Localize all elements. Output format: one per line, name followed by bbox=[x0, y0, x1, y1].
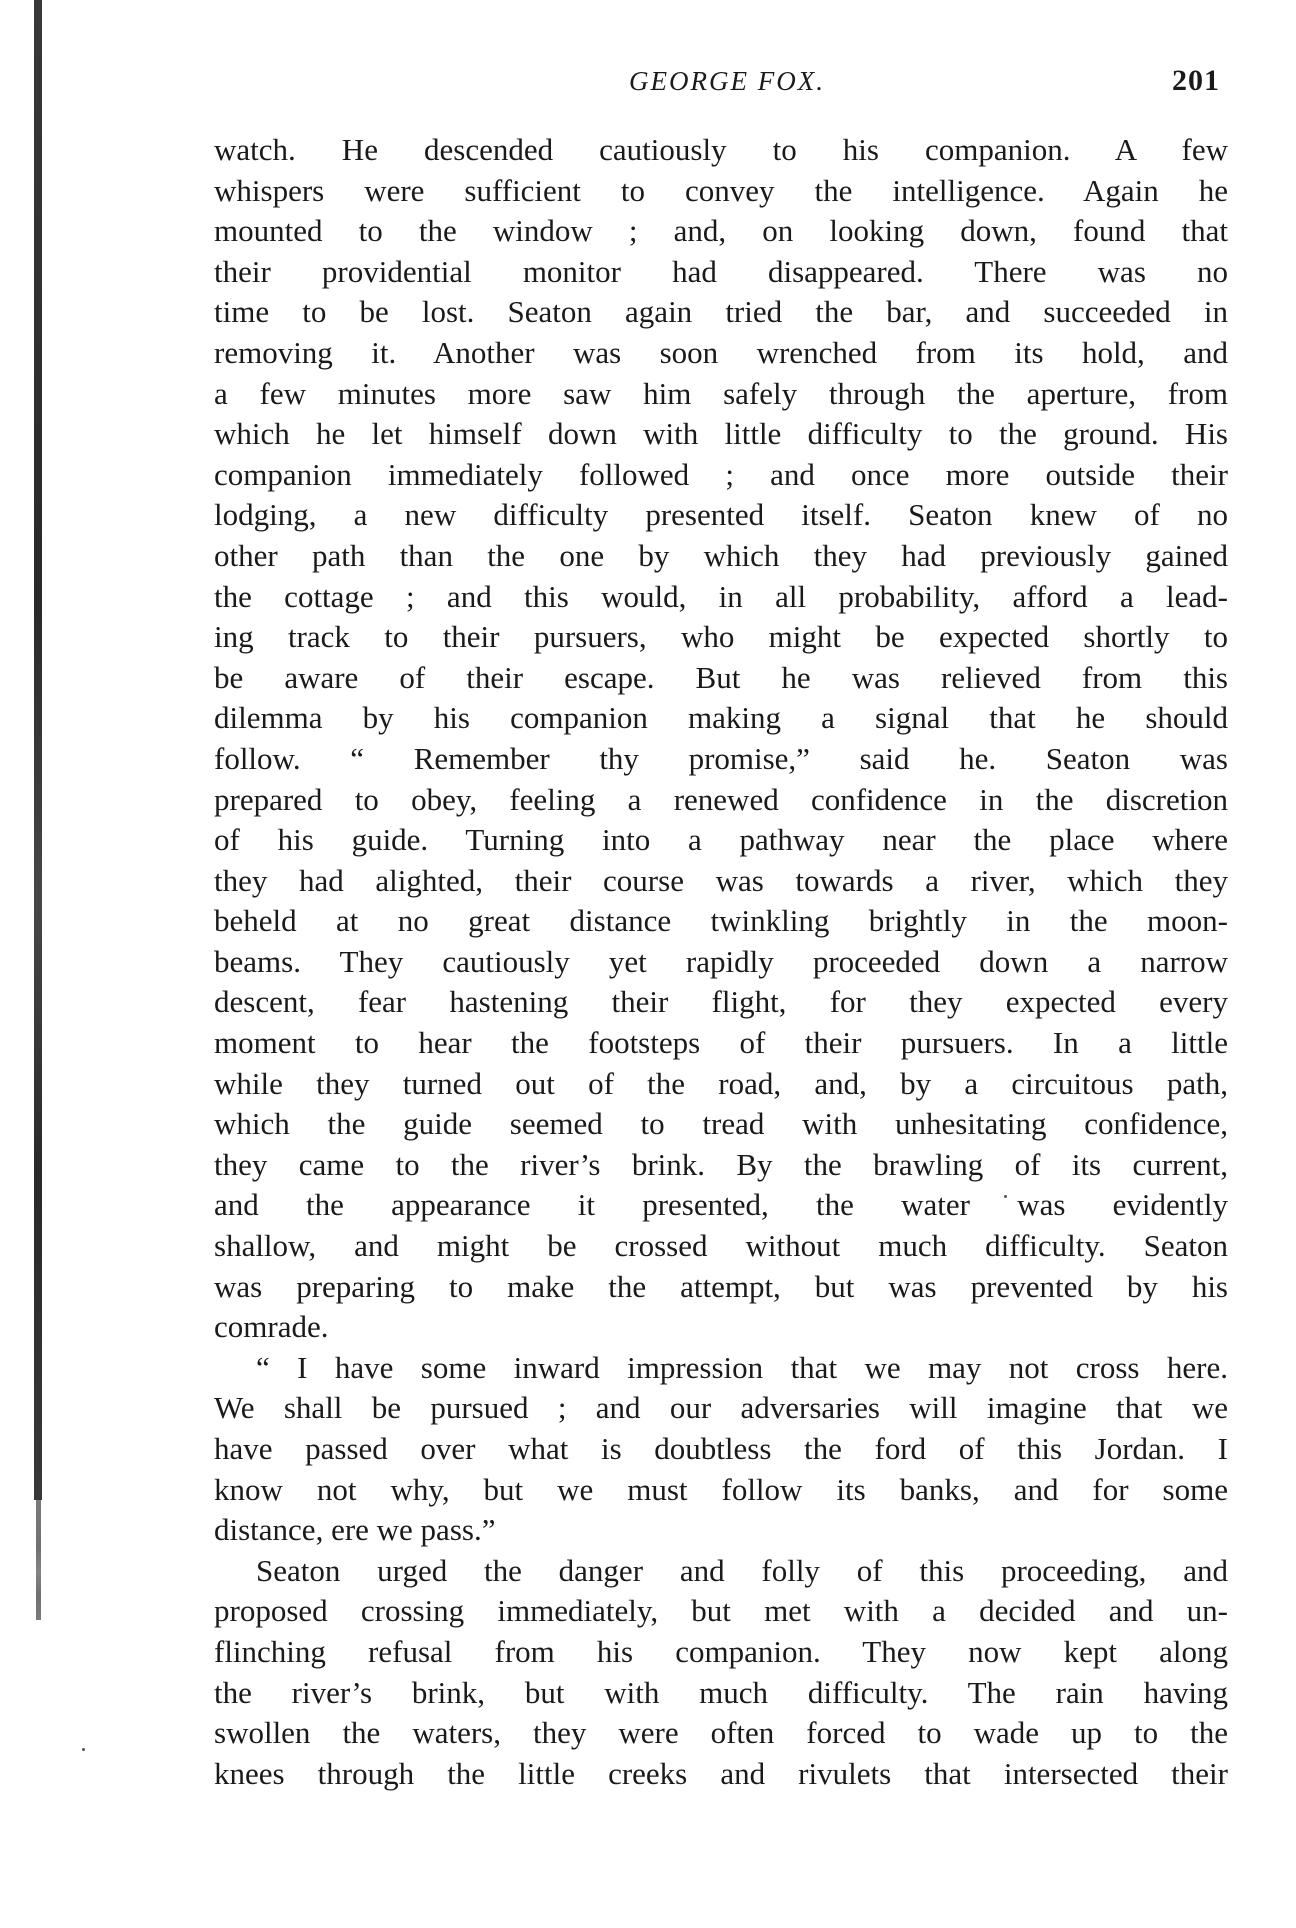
text-line: ing track to their pursuers, who might be expected shortly to bbox=[214, 619, 1228, 655]
text-line: was preparing to make the attempt, but was prevented by his bbox=[214, 1268, 1228, 1304]
binding-shadow bbox=[34, 0, 42, 1500]
text-line: be aware of their escape. But he was relieved from this bbox=[214, 659, 1228, 695]
text-line: other path than the one by which they had previously gained bbox=[214, 537, 1228, 573]
text-line: companion immediately followed ; and once more outside their bbox=[214, 456, 1228, 492]
text-line: beams. They cautiously yet rapidly proceeded down a narrow bbox=[214, 943, 1228, 979]
text-line: a few minutes more saw him safely through the aperture, from bbox=[214, 375, 1228, 411]
text-line: “ I have some inward impression that we may not cross here. bbox=[256, 1349, 1228, 1385]
page-number: 201 bbox=[1172, 64, 1220, 97]
text-line: We shall be pursued ; and our adversaries will imagine that we bbox=[214, 1390, 1228, 1426]
running-head: GEORGE FOX. bbox=[629, 66, 825, 96]
text-line: of his guide. Turning into a pathway near the place where bbox=[214, 822, 1228, 858]
text-line: removing it. Another was soon wrenched from its hold, and bbox=[214, 334, 1228, 370]
text-line: Seaton urged the danger and folly of this proceeding, and bbox=[256, 1552, 1228, 1588]
text-line: they came to the river’s brink. By the brawling of its current, bbox=[214, 1146, 1228, 1182]
text-line: time to be lost. Seaton again tried the bar, and succeeded in bbox=[214, 294, 1228, 330]
text-line: follow. “ Remember thy promise,” said he. Seaton was bbox=[214, 740, 1228, 776]
binding-shadow-lower bbox=[36, 1500, 41, 1620]
text-line: the river’s brink, but with much difficulty. The rain having bbox=[214, 1674, 1228, 1710]
text-line: knees through the little creeks and rivulets that intersected their bbox=[214, 1755, 1228, 1791]
text-line: lodging, a new difficulty presented itself. Seaton knew of no bbox=[214, 497, 1228, 533]
text-line: comrade. bbox=[214, 1309, 329, 1345]
text-line: moment to hear the footsteps of their pursuers. In a little bbox=[214, 1025, 1228, 1061]
text-line: the cottage ; and this would, in all probability, afford a lead- bbox=[214, 578, 1228, 614]
text-line: dilemma by his companion making a signal that he should bbox=[214, 700, 1228, 736]
paper-speck bbox=[82, 1748, 85, 1751]
text-line: their providential monitor had disappeared. There was no bbox=[214, 253, 1228, 289]
text-line: they had alighted, their course was towards a river, which they bbox=[214, 862, 1228, 898]
text-line: and the appearance it presented, the water was evidently bbox=[214, 1187, 1228, 1223]
text-line: watch. He descended cautiously to his companion. A few bbox=[214, 132, 1228, 167]
text-line: proposed crossing immediately, but met with a decided and un- bbox=[214, 1593, 1228, 1629]
text-line: which the guide seemed to tread with unhesitating confidence, bbox=[214, 1106, 1228, 1142]
text-line: shallow, and might be crossed without much difficulty. Seaton bbox=[214, 1228, 1228, 1264]
page-header bbox=[226, 62, 1228, 102]
text-line: descent, fear hastening their flight, for they expected every bbox=[214, 984, 1228, 1020]
text-line: while they turned out of the road, and, by a circuitous path, bbox=[214, 1065, 1228, 1101]
body-text bbox=[214, 130, 1228, 1794]
text-line: which he let himself down with little difficulty to the ground. His bbox=[214, 416, 1228, 452]
text-line: distance, ere we pass.” bbox=[214, 1512, 496, 1548]
text-line: whispers were sufficient to convey the intelligence. Again he bbox=[214, 172, 1228, 208]
text-line: prepared to obey, feeling a renewed confidence in the discretion bbox=[214, 781, 1228, 817]
text-line: swollen the waters, they were often forced to wade up to the bbox=[214, 1715, 1228, 1751]
text-line: flinching refusal from his companion. They now kept along bbox=[214, 1633, 1228, 1669]
text-line: know not why, but we must follow its banks, and for some bbox=[214, 1471, 1228, 1507]
text-line: have passed over what is doubtless the ford of this Jordan. I bbox=[214, 1431, 1228, 1466]
text-line: mounted to the window ; and, on looking down, found that bbox=[214, 213, 1228, 249]
text-line: beheld at no great distance twinkling brightly in the moon- bbox=[214, 903, 1228, 939]
